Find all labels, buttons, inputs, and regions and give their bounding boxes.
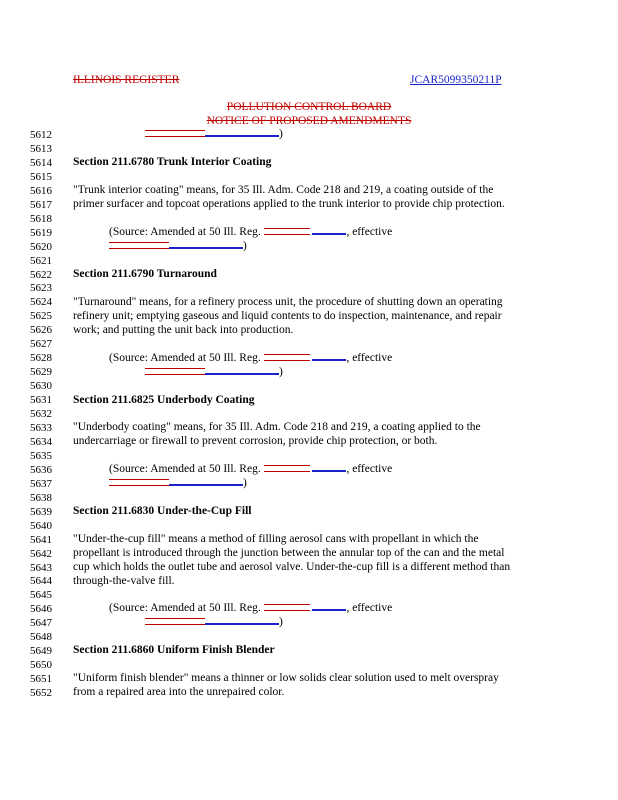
line-number: 5642 (30, 547, 52, 560)
line-number: 5633 (30, 421, 52, 434)
line-number: 5638 (30, 491, 52, 504)
line-number: 5616 (30, 184, 52, 197)
line-number: 5621 (30, 254, 52, 267)
line-number: 5632 (30, 408, 52, 420)
line-number: 5635 (30, 449, 52, 462)
line-number: 5648 (30, 631, 52, 644)
body-line: cup which holds the outlet tube and aerosol valve. Under-the-cup fill is a different method than (73, 561, 511, 573)
deleted-blank (145, 130, 205, 137)
inserted-blank (205, 623, 279, 625)
section-heading: Section 211.6860 Uniform Finish Blender (73, 644, 275, 656)
line-number: 5629 (30, 366, 52, 379)
section-heading: Section 211.6825 Underbody Coating (73, 394, 255, 406)
body-line: through-the-valve fill. (73, 575, 175, 587)
deleted-blank (145, 368, 205, 375)
placeholder-line (145, 128, 283, 142)
deleted-blank (145, 618, 205, 625)
section-heading: Section 211.6830 Under-the-Cup Fill (73, 505, 252, 517)
placeholder-line: ) (145, 616, 283, 630)
placeholder-line: ) (109, 477, 247, 491)
line-number: 5640 (30, 519, 52, 532)
line-number: 5651 (30, 673, 52, 685)
body-line: undercarriage or firewall to prevent corrosion, provide chip protection, or both. (73, 435, 438, 447)
line-number: 5617 (30, 198, 52, 211)
line-number: 5620 (30, 240, 52, 253)
line-number: 5636 (30, 463, 52, 476)
line-number: 5627 (30, 338, 52, 351)
body-line: "Turnaround" means, for a refinery process unit, the procedure of shutting down an operating (73, 296, 503, 308)
inserted-blank (312, 233, 346, 235)
inserted-blank (205, 135, 279, 137)
line-number: 5645 (30, 589, 52, 602)
source-note: (Source: Amended at 50 Ill. Reg. , effective (109, 602, 393, 614)
line-number: 5614 (30, 156, 52, 169)
line-number: 5631 (30, 394, 52, 407)
line-number: 5646 (30, 603, 52, 616)
close-paren: ) (279, 128, 283, 140)
body-line: "Underbody coating" means, for 35 Ill. Adm. Code 218 and 219, a coating applied to the (73, 421, 481, 433)
deleted-blank (264, 228, 310, 235)
body-line: "Trunk interior coating" means, for 35 Ill. Adm. Code 218 and 219, a coating outside of the (73, 184, 494, 196)
line-number: 5622 (30, 268, 52, 281)
deleted-blank (264, 465, 310, 472)
body-line: refinery unit; emptying gaseous and liquid contents to do inspection, maintenance, and repair (73, 310, 502, 322)
line-number: 5650 (30, 659, 52, 672)
line-number: 5639 (30, 505, 52, 518)
line-number: 5630 (30, 380, 52, 393)
inserted-blank (169, 484, 243, 486)
deleted-blank (109, 479, 169, 486)
line-number: 5649 (30, 645, 52, 658)
section-heading: Section 211.6780 Trunk Interior Coating (73, 156, 272, 168)
line-number: 5644 (30, 575, 52, 588)
source-note: (Source: Amended at 50 Ill. Reg. , effective (109, 226, 393, 238)
body-line: from a repaired area into the unrepaired color. (73, 686, 285, 698)
deleted-blank (109, 242, 169, 249)
source-note: (Source: Amended at 50 Ill. Reg. , effective (109, 352, 393, 364)
line-number: 5626 (30, 324, 52, 337)
line-number: 5619 (30, 226, 52, 239)
register-title: ILLINOIS REGISTER (73, 74, 180, 86)
inserted-blank (312, 609, 346, 611)
line-number: 5652 (30, 687, 52, 699)
line-number: 5624 (30, 296, 52, 309)
body-line: "Under-the-cup fill" means a method of filling aerosol cans with propellant in which the (73, 533, 479, 545)
placeholder-line: ) (145, 366, 283, 380)
source-note: (Source: Amended at 50 Ill. Reg. , effective (109, 463, 393, 475)
line-number: 5612 (30, 129, 52, 141)
line-number: 5641 (30, 533, 52, 546)
notice-title: NOTICE OF PROPOSED AMENDMENTS (206, 115, 412, 127)
inserted-blank (312, 359, 346, 361)
line-number: 5647 (30, 617, 52, 630)
body-line: primer surfacer and topcoat operations applied to the trunk interior to provide chip protection. (73, 198, 505, 210)
agency-title: POLLUTION CONTROL BOARD (226, 101, 392, 113)
line-number: 5628 (30, 352, 52, 365)
line-number: 5634 (30, 435, 52, 448)
line-number: 5618 (30, 212, 52, 225)
body-line: "Uniform finish blender" means a thinner or low solids clear solution used to melt overspray (73, 672, 499, 684)
line-number: 5643 (30, 561, 52, 574)
deleted-blank (264, 604, 310, 611)
body-line: work; and putting the unit back into production. (73, 324, 294, 336)
line-number: 5613 (30, 142, 52, 155)
body-line: propellant is introduced through the junction between the annular top of the can and the metal (73, 547, 505, 559)
line-number: 5615 (30, 170, 52, 183)
inserted-blank (205, 373, 279, 375)
inserted-blank (312, 470, 346, 472)
deleted-blank (264, 354, 310, 361)
line-number: 5623 (30, 282, 52, 295)
line-number: 5637 (30, 477, 52, 490)
inserted-blank (169, 247, 243, 249)
jcar-code: JCAR5099350211P (410, 74, 502, 86)
placeholder-line: ) (109, 240, 247, 254)
line-number: 5625 (30, 310, 52, 323)
section-heading: Section 211.6790 Turnaround (73, 268, 217, 280)
